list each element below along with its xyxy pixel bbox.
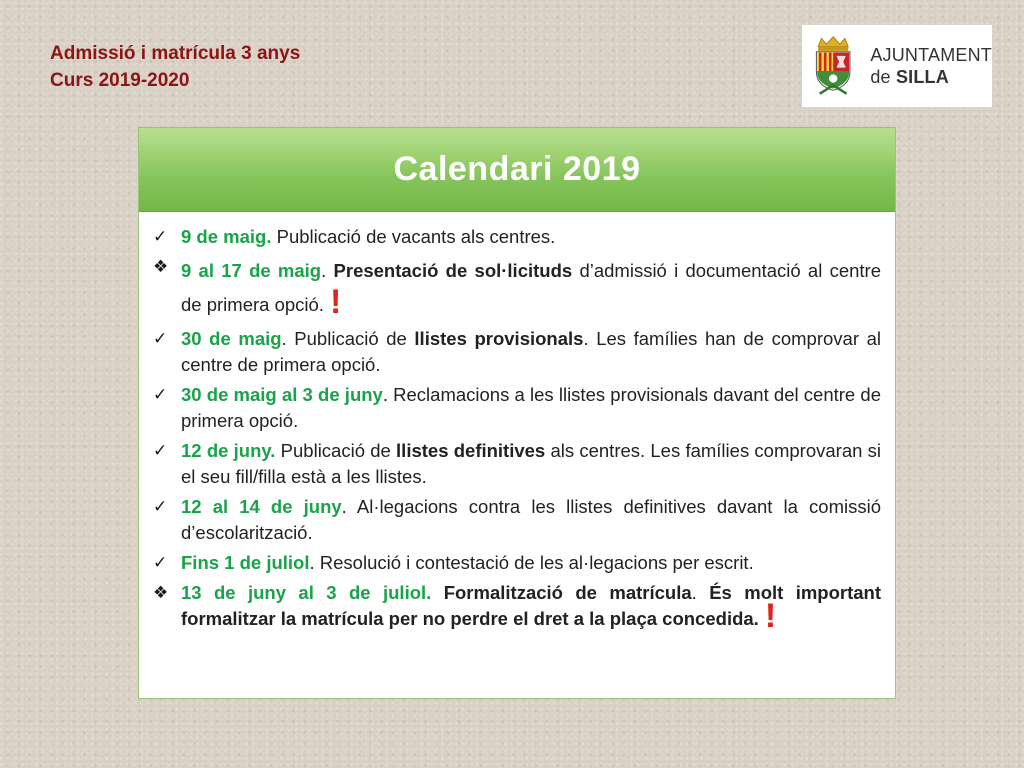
list-item (153, 382, 881, 434)
item-strong: llistes definitives (396, 440, 546, 461)
item-desc: . (321, 260, 334, 281)
item-date: 12 de juny. (181, 440, 276, 461)
presentation-subtitle: Curs 2019-2020 (50, 70, 190, 91)
item-desc: . Al·legacions contra les llistes definitives davant la comissió d’escolarització. (181, 496, 881, 543)
item-date: Fins 1 de juliol (181, 552, 310, 573)
coat-of-arms-icon (808, 29, 858, 103)
item-desc: . Resolució i contestació de les al·legacions per escrit. (309, 552, 754, 573)
list-item (153, 580, 882, 635)
check-icon: ✓ (153, 497, 168, 516)
item-date: 13 de juny al 3 de juliol. (181, 582, 432, 603)
item-text (181, 224, 881, 250)
item-date: 9 al 17 de maig (181, 260, 322, 281)
item-desc: Publicació de (275, 440, 397, 461)
item-desc: als centres. Les famílies comprovaran si el seu fill/filla està a les llistes. (181, 440, 881, 487)
card-title: Calendari 2019 (393, 150, 641, 188)
logo-line1: AJUNTAMENT (870, 45, 992, 65)
item-strong: És molt important formalitzar la matrícula per no perdre el dret a la plaça concedida. (181, 582, 882, 629)
ajuntament-logo (802, 25, 992, 107)
card-header (139, 128, 895, 212)
item-text (181, 580, 882, 635)
item-text (181, 494, 881, 546)
item-strong: Presentació de sol·licituds (333, 260, 573, 281)
item-desc: d’admissió i documentació al centre de primera opció. (181, 260, 882, 315)
item-date: 30 de maig (181, 328, 282, 349)
diamond-bullet-icon: ❖ (153, 257, 169, 276)
item-desc: . Reclamacions a les llistes provisionals davant del centre de primera opció. (181, 384, 881, 431)
logo-text (870, 44, 992, 88)
item-date: 12 al 14 de juny (181, 496, 342, 517)
check-icon: ✓ (153, 553, 168, 572)
item-desc: . Publicació de (281, 328, 415, 349)
item-text (181, 326, 881, 378)
calendar-card (138, 127, 896, 699)
presentation-header (50, 40, 300, 94)
item-strong: llistes provisionals (414, 328, 584, 349)
item-text (181, 382, 881, 434)
check-icon: ✓ (153, 441, 168, 460)
list-item (153, 494, 881, 546)
presentation-title: Admissió i matrícula 3 anys (50, 43, 301, 64)
exclamation-icon: ! (764, 597, 777, 635)
item-desc: . Les famílies han de comprovar al centre de primera opció. (181, 328, 881, 375)
list-item (153, 254, 881, 322)
calendar-list (139, 212, 895, 635)
item-text (181, 550, 881, 576)
item-date: 9 de maig. (181, 226, 272, 247)
diamond-bullet-icon: ❖ (153, 583, 169, 602)
item-strong: Formalització de matrícula (431, 582, 692, 603)
check-icon: ✓ (153, 329, 168, 348)
item-date: 30 de maig al 3 de juny (181, 384, 383, 405)
item-text (181, 254, 881, 322)
list-item (153, 550, 881, 576)
logo-town: SILLA (895, 67, 949, 87)
list-item (153, 438, 881, 490)
check-icon: ✓ (153, 385, 168, 404)
item-desc: . (691, 582, 710, 603)
item-desc: Publicació de vacants als centres. (271, 226, 556, 247)
exclamation-icon: ! (329, 283, 342, 321)
check-icon: ✓ (153, 227, 168, 246)
logo-prefix: de (870, 67, 891, 87)
list-item (153, 326, 881, 378)
item-text (181, 438, 881, 490)
logo-line2 (870, 66, 992, 88)
list-item (153, 224, 881, 250)
